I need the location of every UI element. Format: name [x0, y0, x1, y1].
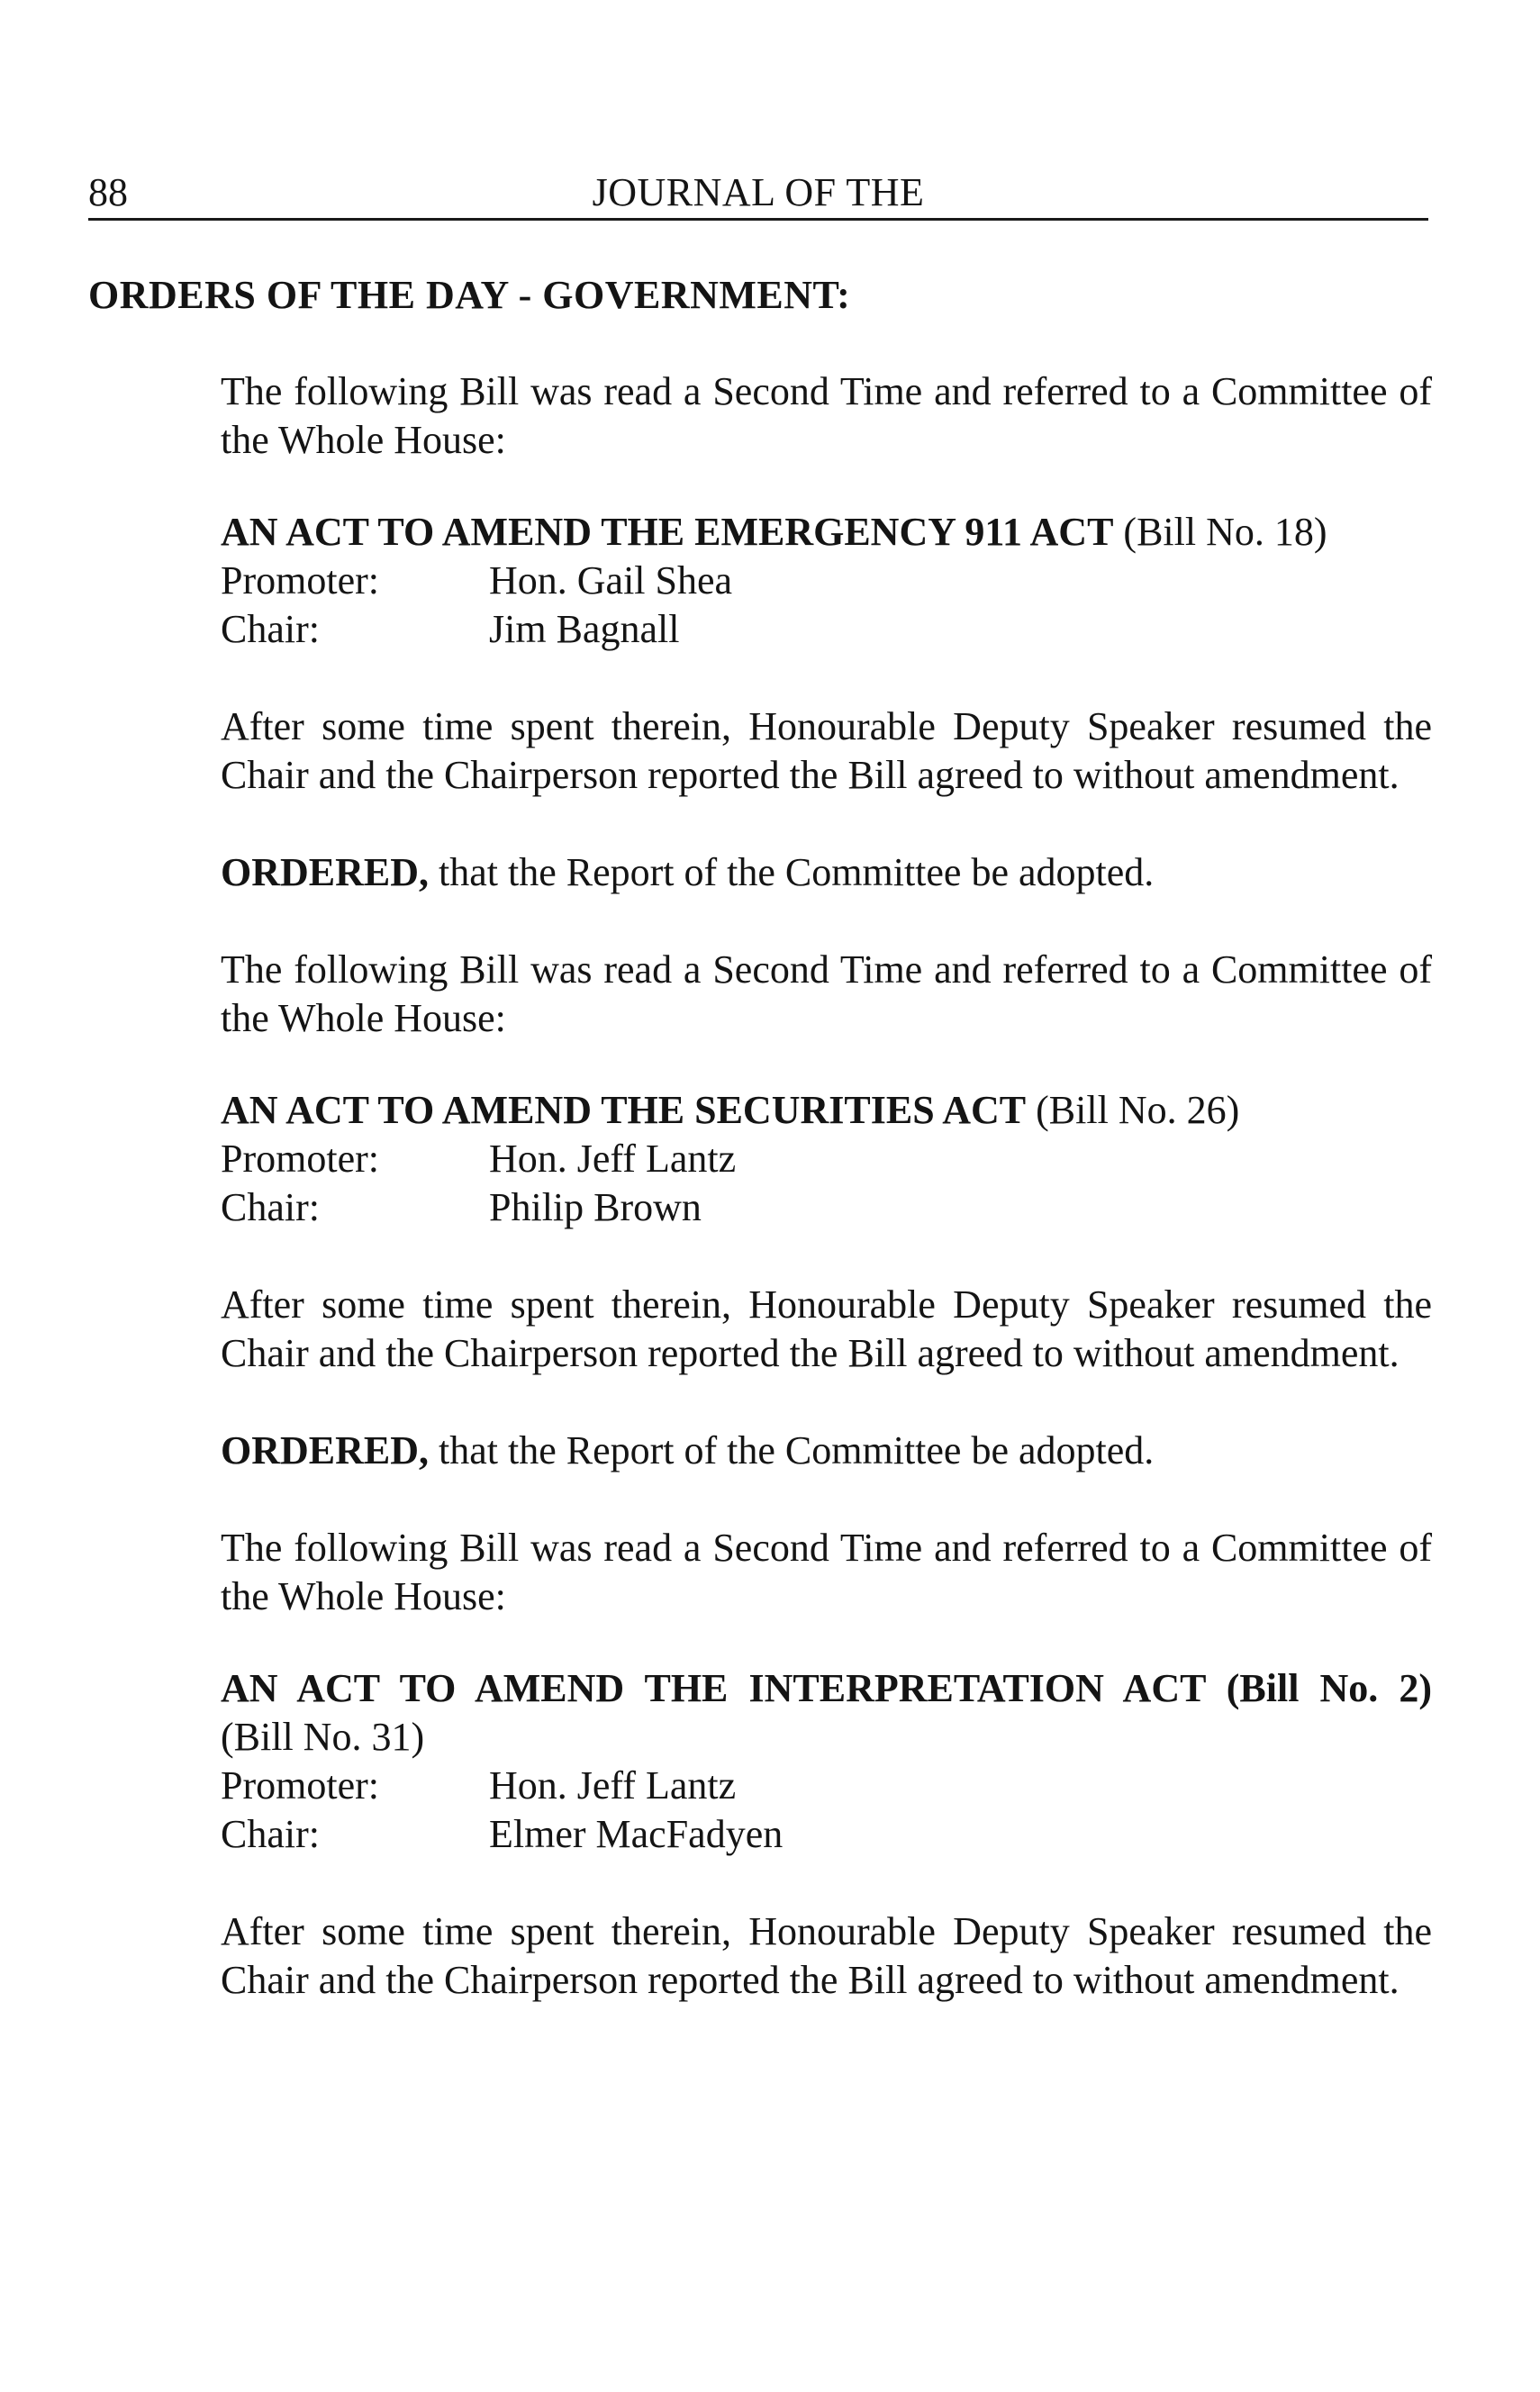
promoter-row: [221, 1762, 1432, 1810]
promoter-row: [221, 557, 1432, 605]
ordered-motion: [221, 848, 1432, 897]
chair-name: Jim Bagnall: [489, 607, 680, 651]
page-number: 88: [88, 170, 128, 214]
promoter-name: Hon. Gail Shea: [489, 558, 733, 603]
promoter-label: Promoter:: [221, 1763, 379, 1808]
bill-entry: [221, 946, 1432, 1475]
chair-row: [221, 605, 1432, 654]
running-header: [88, 168, 1428, 221]
promoter-name: Hon. Jeff Lantz: [489, 1137, 737, 1181]
ordered-label: ORDERED,: [221, 850, 430, 894]
chair-row: [221, 1183, 1432, 1232]
committee-report: After some time spent therein, Honourable Deputy Speaker resumed the Chair and the Chairperson reported the Bill agreed to without amendment.: [221, 704, 1432, 797]
chair-name: Philip Brown: [489, 1185, 702, 1229]
committee-report: After some time spent therein, Honourable Deputy Speaker resumed the Chair and the Chairperson reported the Bill agreed to without amendment.: [221, 1282, 1432, 1375]
committee-report: After some time spent therein, Honourable Deputy Speaker resumed the Chair and the Chairperson reported the Bill agreed to without amendment.: [221, 1909, 1432, 2002]
ordered-motion: [221, 1427, 1432, 1475]
bill-intro: The following Bill was read a Second Time and referred to a Committee of the Whole House:: [221, 947, 1432, 1040]
chair-label: Chair:: [221, 607, 320, 651]
bill-heading: [221, 508, 1432, 557]
bill-title: AN ACT TO AMEND THE INTERPRETATION ACT (Bill No. 2): [221, 1666, 1432, 1710]
bill-title: AN ACT TO AMEND THE EMERGENCY 911 ACT: [221, 510, 1114, 554]
journal-body: [221, 367, 1432, 2005]
section-heading: ORDERS OF THE DAY - GOVERNMENT:: [88, 273, 851, 317]
promoter-label: Promoter:: [221, 1137, 379, 1181]
bill-intro: The following Bill was read a Second Time and referred to a Committee of the Whole House:: [221, 369, 1432, 462]
journal-title: JOURNAL OF THE: [592, 170, 925, 214]
chair-label: Chair:: [221, 1812, 320, 1856]
ordered-text: that the Report of the Committee be adopted.: [439, 850, 1155, 894]
bill-number: (Bill No. 18): [1123, 510, 1327, 554]
ordered-text: that the Report of the Committee be adopted.: [439, 1428, 1155, 1472]
promoter-name: Hon. Jeff Lantz: [489, 1763, 737, 1808]
bill-number: (Bill No. 26): [1036, 1088, 1240, 1132]
chair-label: Chair:: [221, 1185, 320, 1229]
bill-entry: [221, 1524, 1432, 2005]
chair-name: Elmer MacFadyen: [489, 1812, 784, 1856]
promoter-row: [221, 1135, 1432, 1183]
bill-entry: [221, 367, 1432, 897]
bill-title: AN ACT TO AMEND THE SECURITIES ACT: [221, 1088, 1027, 1132]
bill-heading: [221, 1086, 1432, 1135]
ordered-label: ORDERED,: [221, 1428, 430, 1472]
bill-intro: The following Bill was read a Second Time and referred to a Committee of the Whole House:: [221, 1526, 1432, 1618]
chair-row: [221, 1810, 1432, 1859]
bill-number: (Bill No. 31): [221, 1715, 425, 1759]
promoter-label: Promoter:: [221, 558, 379, 603]
